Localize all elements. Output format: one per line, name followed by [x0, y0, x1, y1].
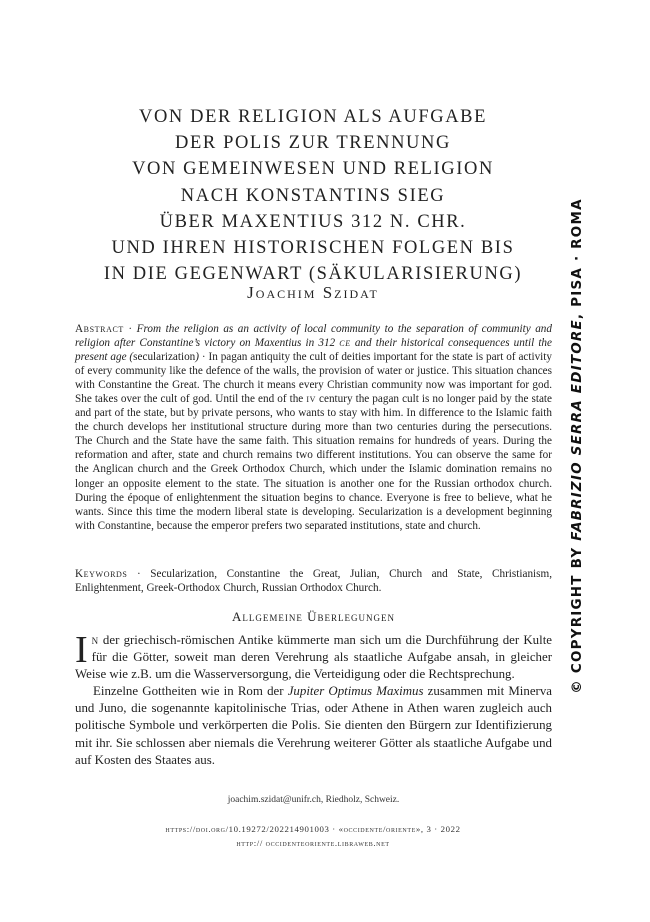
- copyright-text: [569, 198, 585, 693]
- author-name: Joachim Szidat: [247, 283, 379, 302]
- paragraph-text: der griechisch-römischen Antike kümmerte man sich um die Durchführung der Kulte für die Götter, soweit man deren Verehrung als staatliche Aufgabe ansah, in gleicher Weise wie z.B. um die Wasserversorgung, die Verteidigung oder die Rechtsprechung.: [75, 633, 552, 682]
- abstract-body-cont: century the pagan cult is no longer paid by the state and part of the state, but by private persons, who wants to stay with him. In difference to the Islamic faith the church develops her institutional structure during more than two centuries during the persecutions. The Church and the State have the same faith. This situation remains for hundreds of years. During the reformation and after, state and church remains two different institutions. You can observe the same for the Anglican church and the Greek Orthodox Church, which under the Islamic domination remains no longer an opposite element to the state. The situation is another one for the Russian orthodox church. During the époque of enlightenment the situation begins to chance. Everyone is free to believe, what he wants. Since this time the modern liberal state is developing. Secularization is a development beginning with Constantine, because the emperor prefers two separated institutions, state and church.: [75, 393, 552, 532]
- abstract-separator: ·: [123, 323, 137, 335]
- title-line: UND IHREN HISTORISCHEN FOLGEN BIS: [111, 238, 515, 259]
- abstract-english-title-cont: and their historical consequences until the present age (: [75, 337, 552, 364]
- title-line: DER POLIS ZUR TRENNUNG: [175, 133, 451, 154]
- keywords: [75, 567, 552, 595]
- title-line: NACH KONSTANTINS SIEG: [180, 185, 446, 206]
- paragraph-text: Einzelne Gottheiten wie in Rom der: [93, 684, 288, 699]
- article-body: [75, 629, 553, 769]
- section-heading: Allgemeine Überlegungen: [231, 609, 395, 624]
- copyright-notice: [565, 198, 589, 694]
- copyright-prefix: © COPYRIGHT BY: [569, 540, 585, 694]
- doi-link[interactable]: https://doi.org/10.19272/202214901003 · «occidente/oriente», 3 · 2022: [165, 824, 461, 834]
- keywords-text: Secularization, Constantine the Great, Julian, Church and State, Christianism, Enlightenment, Greek-Orthodox Church, Russian Orthodox Church.: [75, 568, 553, 595]
- paragraph: [75, 629, 552, 683]
- drop-cap: I: [75, 629, 88, 671]
- paragraph-italic: Jupiter Optimus Maximus: [287, 684, 424, 699]
- title-line: IN DIE GEGENWART (SÄKULARISIERUNG): [103, 264, 523, 285]
- abstract-label: Abstract: [75, 323, 124, 335]
- paragraph: [75, 683, 552, 768]
- abstract-secularization: secularization: [133, 351, 196, 364]
- keywords-separator: ·: [127, 568, 151, 580]
- abstract-english-title: From the religion as an activity of local community to the separation of community and religion after Constantine’s victory on Maxentius in 312: [75, 323, 552, 350]
- abstract-title-close: ): [195, 351, 200, 364]
- title-line: VON GEMEINWESEN UND RELIGION: [132, 159, 494, 180]
- title-line: VON DER RELIGION ALS AUFGABE: [139, 107, 487, 127]
- journal-url[interactable]: http:// occidenteoriente.libraweb.net: [236, 838, 390, 848]
- copyright-suffix: , PISA · ROMA: [569, 198, 585, 320]
- footer-citation: [60, 822, 566, 850]
- article-title: [60, 104, 566, 287]
- first-word-rest: n: [91, 633, 99, 647]
- title-line: ÜBER MAXENTIUS 312 N. CHR.: [159, 211, 467, 232]
- abstract-body: · In pagan antiquity the cult of deities important for the state is part of activity of every community like the defence of the walls, the provision of water or justice. This situation chances with Constantine the Great. The church it means every Christian community now was important for god. She takes over the cult of god. Until the end of the: [75, 351, 552, 406]
- abstract: [75, 322, 552, 533]
- abstract-century-numeral: iv: [306, 393, 316, 406]
- abstract-ce: ce: [339, 337, 351, 350]
- paragraph-text: zusammen mit Minerva und Juno, die sogenannte kapitolinische Trias, oder Athene in Athen waren zugleich auch politische Symbole und verkörperten die Polis. Sie dienten den Bürgern zur Identifizierung mit ihr. Sie schlossen aber niemals die Verehrung weiterer Götter als staatliche Aufgabe und auf Kosten des Staates aus.: [75, 684, 553, 767]
- author-email-line: joachim.szidat@unifr.ch, Riedholz, Schweiz.: [227, 795, 400, 805]
- keywords-label: Keywords: [75, 568, 128, 580]
- copyright-publisher: FABRIZIO SERRA EDITORE: [569, 319, 585, 541]
